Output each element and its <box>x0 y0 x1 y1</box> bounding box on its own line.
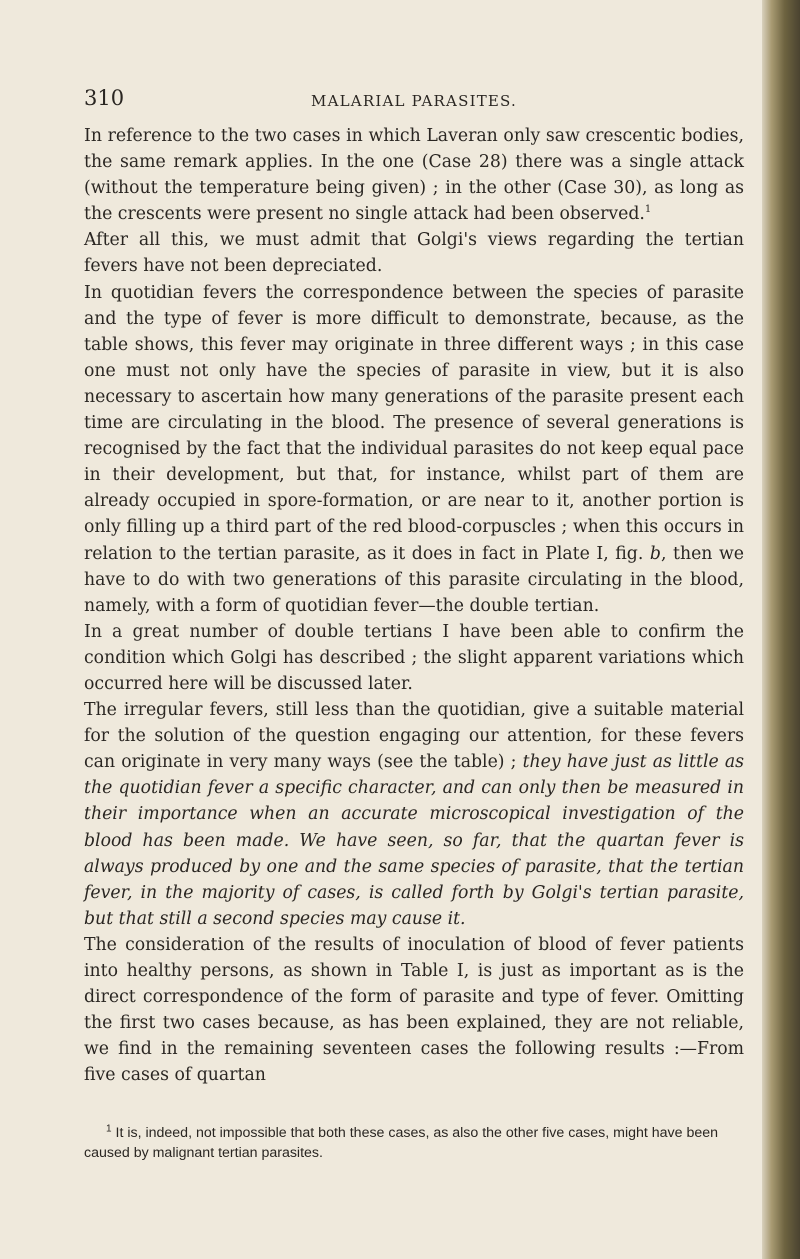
text-run: In reference to the two cases in which Laveran only saw crescentic bodies, the same remark applies. In the one (Case 28) there was a single attack (without the temperature being given) ; in the other (Case 30), as long as the crescents were present no single attack had been observed. <box>84 126 744 225</box>
footnote-text: It is, indeed, not impossible that both these cases, as also the other five cases, might have been caused by malignant tertian parasites. <box>84 1125 719 1161</box>
text-run: After all this, we must admit that Golgi's views regarding the tertian fevers have not been depreciated. <box>84 230 744 277</box>
paragraph-p2 <box>84 227 744 279</box>
paragraph-p1 <box>84 123 744 227</box>
italic-text: b <box>649 543 661 564</box>
page-header <box>84 86 744 116</box>
paragraph-p4 <box>84 619 744 697</box>
footnote-marker: 1 <box>106 1123 112 1135</box>
text-run: , then we have to do with two generations of this parasite circulating in the blood, namely, with a form of quotidian fever—the double tertian. <box>84 543 744 616</box>
running-title: MALARIAL PARASITES. <box>311 92 517 110</box>
italic-text: they have just as little as the quotidian fever a specific character, and can only then be measured in their importance when an accurate microscopical investigation of the blood has been made. We have seen, so far, that the quartan fever is always produced by one and the same species of parasite, that the tertian fever, in the majority of cases, is called forth by Golgi's tertian parasite, but that still a second species may cause it. <box>84 752 745 929</box>
footnote <box>84 1123 744 1163</box>
text-run: The consideration of the results of inoculation of blood of fever patients into healthy persons, as shown in Table I, is just as important as is the direct correspondence of the form of parasite and type of fever. Omitting the first two cases because, as has been explained, they are not reliable, we find in the remaining seventeen cases the following results :—From five cases of quartan <box>84 934 744 1086</box>
text-run: The irregular fevers, still less than the quotidian, give a suitable material for the solution of the question engaging our attention, for these fevers can originate in very many ways (see the table) ; <box>84 700 744 773</box>
paragraph-p6 <box>84 932 744 1089</box>
paragraph-p3 <box>84 280 744 619</box>
text-run: In a great number of double tertians I have been able to confirm the condition which Golgi has described ; the slight apparent variations which occurred here will be discussed later. <box>84 621 744 694</box>
footnote-reference: 1 <box>644 204 652 216</box>
page-edge-shadow <box>762 0 800 1259</box>
text-run: In quotidian fevers the correspondence between the species of parasite and the type of fever is more difficult to demonstrate, because, as the table shows, this fever may originate in three different ways ; in this case one must not only have the species of parasite in view, but it is also necessary to ascertain how many generations of the parasite present each time are circulating in the blood. The presence of several generations is recognised by the fact that the individual parasites do not keep equal pace in their development, but that, for instance, whilst part of them are already occupied in spore-formation, or are near to it, another portion is only filling up a third part of the red blood-corpuscles ; when this occurs in relation to the tertian parasite, as it does in fact in Plate I, fig. <box>84 282 744 564</box>
footnotes <box>84 1123 744 1163</box>
body-text <box>84 123 744 1088</box>
page-number: 310 <box>84 86 125 110</box>
paragraph-p5 <box>84 697 744 932</box>
